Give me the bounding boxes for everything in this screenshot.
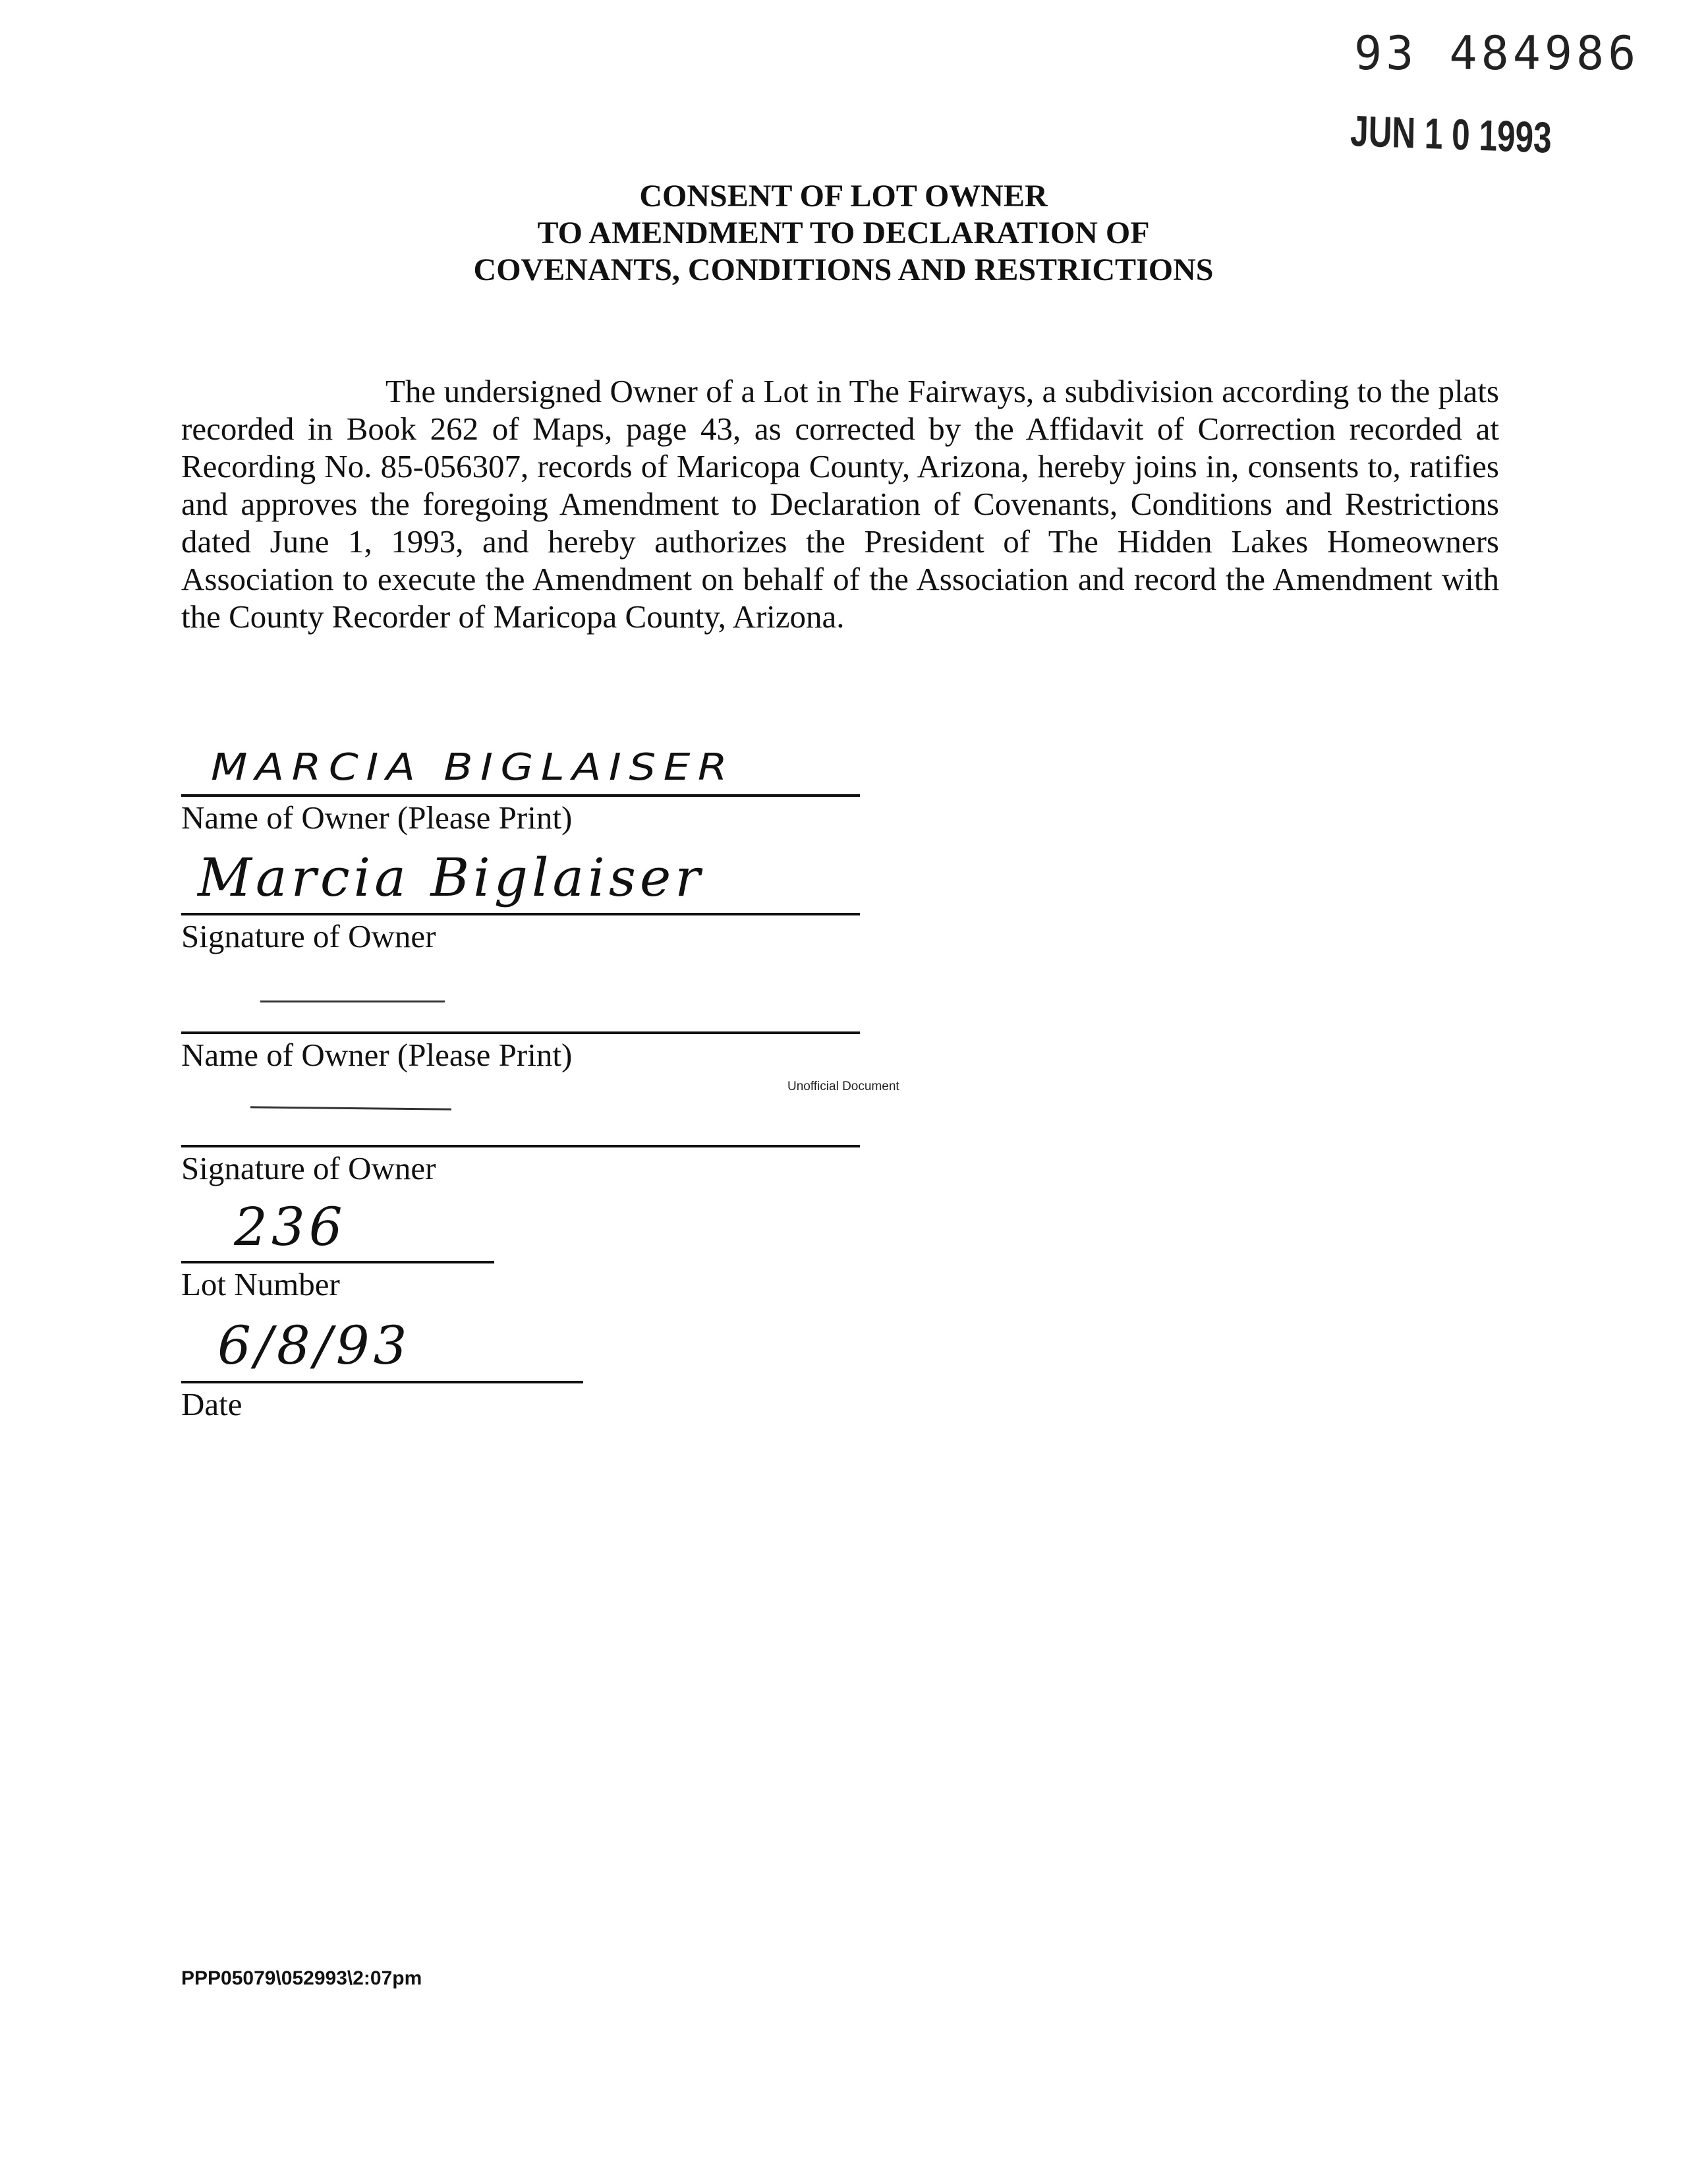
owner2-name-stroke xyxy=(260,1000,445,1002)
owner2-signature-stroke xyxy=(250,1106,451,1110)
owner1-name-line xyxy=(181,794,860,797)
date-handwritten: 6/8/93 xyxy=(217,1315,411,1376)
owner2-name-line xyxy=(181,1031,860,1034)
owner1-name-handwritten: MARCIA BIGLAISER xyxy=(211,746,735,789)
owner2-signature-label: Signature of Owner xyxy=(181,1150,436,1186)
owner1-signature-label: Signature of Owner xyxy=(181,918,436,954)
consent-paragraph: The undersigned Owner of a Lot in The Fairways, a subdivision according to the plats recorded in Book 262 of Maps, page 43, as corrected by the Affidavit of Correction recorded at Recording No. 85-056307, records of Maricopa County, Arizona, hereby joins in, consents to, ratifies and approves the foregoing Amendment to Declaration of Covenants, Conditions and Restrictions dated June 1, 1993, and hereby authorizes the President of The Hidden Lakes Homeowners Association to execute the Amendment on behalf of the Association and record the Amendment with the County Recorder of Maricopa County, Arizona. xyxy=(181,373,1499,635)
document-title xyxy=(382,178,1305,289)
owner1-signature-line xyxy=(181,913,860,915)
owner1-signature: Marcia Biglaiser xyxy=(198,847,704,908)
owner1-name-label: Name of Owner (Please Print) xyxy=(181,799,573,836)
owner2-name-label: Name of Owner (Please Print) xyxy=(181,1037,573,1073)
lot-number-handwritten: 236 xyxy=(234,1196,347,1258)
recording-number: 93 484986 xyxy=(1354,26,1640,80)
lot-number-label: Lot Number xyxy=(181,1266,340,1302)
recording-date-stamp: JUN 1 0 1993 xyxy=(1350,105,1552,162)
unofficial-watermark: Unofficial Document xyxy=(787,1080,899,1093)
title-line-1: CONSENT OF LOT OWNER xyxy=(639,179,1048,214)
footer-file-code: PPP05079\052993\2:07pm xyxy=(181,1967,422,1989)
lot-number-line xyxy=(181,1261,494,1263)
owner2-signature-line xyxy=(181,1145,860,1147)
title-line-2: TO AMENDMENT TO DECLARATION OF xyxy=(537,216,1150,250)
title-line-3: COVENANTS, CONDITIONS AND RESTRICTIONS xyxy=(473,252,1214,287)
date-label: Date xyxy=(181,1386,242,1422)
date-line xyxy=(181,1381,583,1383)
